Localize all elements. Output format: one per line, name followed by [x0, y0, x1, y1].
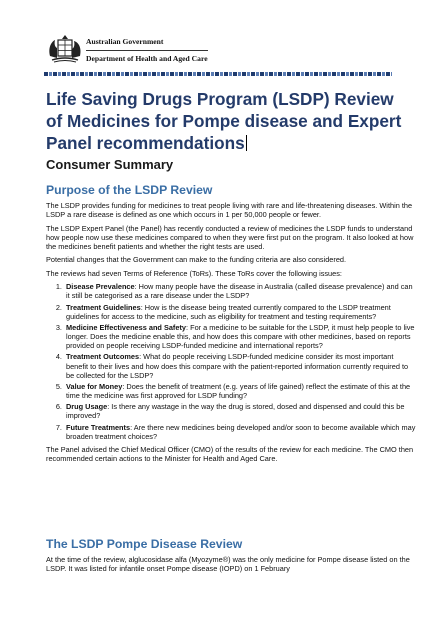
- section-purpose-body: [46, 201, 416, 468]
- gov-line1: Australian Government: [86, 37, 164, 46]
- list-item: 2. Treatment Guidelines: How is the disease being treated currently compared to the LSDP treatment guidelines for access to the medicine, such as eligibility for treatment and testing requirements?: [64, 303, 416, 321]
- list-item: 5. Value for Money: Does the benefit of treatment (e.g. years of life gained) reflect the estimate of this at the time the medicine was first approved for LSDP funding?: [64, 382, 416, 400]
- section-pompe-body: [46, 555, 416, 578]
- list-item: 6. Drug Usage: Is there any wastage in the way the drug is stored, dosed and dispensed and could this be improved?: [64, 402, 416, 420]
- document-title: Life Saving Drugs Program (LSDP) Review of Medicines for Pompe disease and Expert Panel recommendations: [46, 89, 402, 153]
- paragraph: The Panel advised the Chief Medical Officer (CMO) of the results of the review for each medicine. The CMO then recommended certain actions to the Minister for Health and Aged Care.: [46, 445, 414, 464]
- paragraph: At the time of the review, alglucosidase alfa (Myozyme®) was the only medicine for Pompe disease listed on the LSDP. It was listed for infantile onset Pompe disease (IOPD) on 1 February: [46, 555, 410, 574]
- gov-line2: Department of Health and Aged Care: [86, 50, 208, 63]
- paragraph: Potential changes that the Government can make to the funding criteria are also considered.: [46, 255, 347, 265]
- section-heading-pompe: The LSDP Pompe Disease Review: [46, 537, 243, 551]
- document-subtitle: Consumer Summary: [46, 157, 174, 172]
- list-item: 4. Treatment Outcomes: What do people receiving LSDP-funded medicine consider its most important benefit to their lives and how does this compare with the patient-reported information currently required to be collected for the LSDP?: [64, 352, 416, 379]
- paragraph: The reviews had seven Terms of Reference (ToRs). These ToRs cover the following issues:: [46, 268, 342, 278]
- header-stripe: [44, 72, 392, 76]
- government-wordmark: [86, 37, 208, 63]
- paragraph: The LSDP provides funding for medicines to treat people living with rare and life-threatening diseases. Within the LSDP a rare disease is defined as one which occurs in 1 per 50,000 people or fewer.: [46, 201, 413, 220]
- list-item: 7. Future Treatments: Are there new medicines being developed and/or soon to become available which may broaden treatment choices?: [64, 423, 416, 441]
- text-cursor: [246, 135, 247, 151]
- section-heading-purpose: Purpose of the LSDP Review: [46, 183, 213, 197]
- list-item: 3. Medicine Effectiveness and Safety: For a medicine to be suitable for the LSDP, it must help people to live longer. Does the medicine enable this, and how does this compare with other medicines, based on reports provided on people receiving LSDP-funded medicine and international reports?: [64, 323, 416, 350]
- coat-of-arms-icon: [46, 34, 84, 64]
- paragraph: The LSDP Expert Panel (the Panel) has recently conducted a review of medicines the LSDP funds to understand how people now use these medicines compared to when they were first put on the program. It also looked at how the medicines benefit patients and whether the right tests are used.: [46, 223, 414, 251]
- terms-of-reference-list: [46, 282, 416, 441]
- list-item: 1. Disease Prevalence: How many people have the disease in Australia (called disease prevalence) and can it still be categorised as a rare disease under the LSDP?: [64, 282, 416, 300]
